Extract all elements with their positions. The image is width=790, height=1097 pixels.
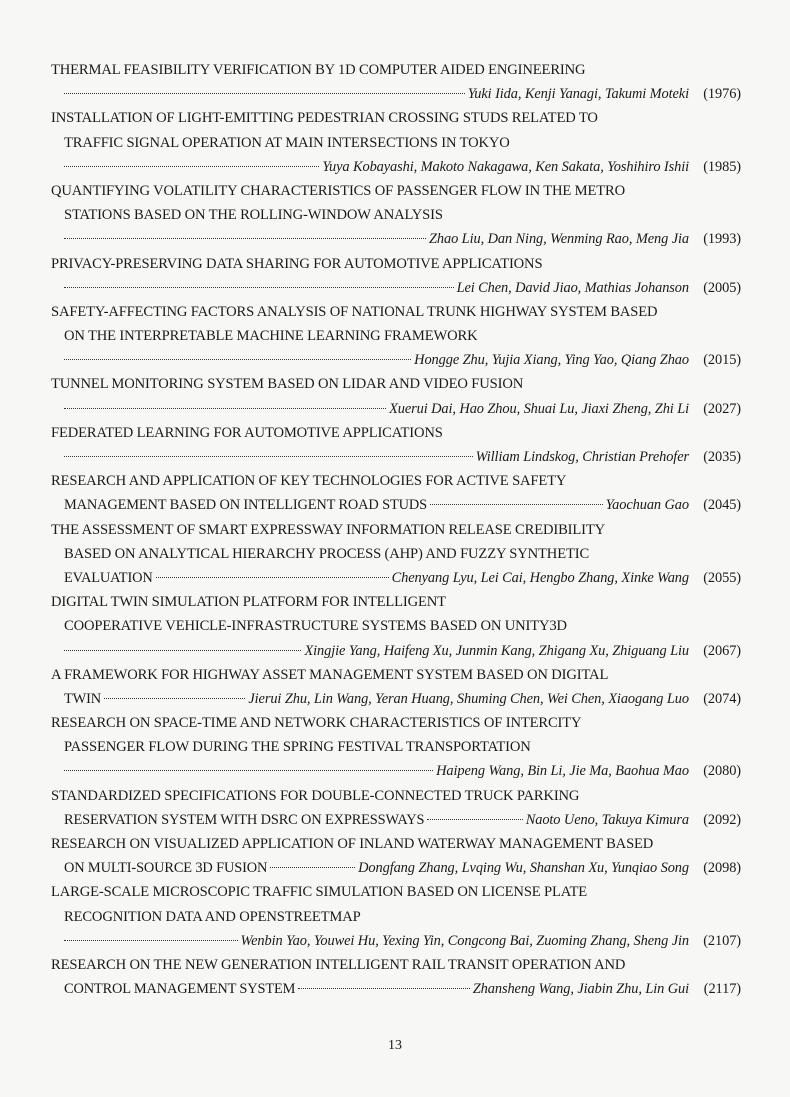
entry-authors: Hongge Zhu, Yujia Xiang, Ying Yao, Qiang Zhao <box>414 352 689 369</box>
entry-authors: Yuya Kobayashi, Makoto Nakagawa, Ken Sakata, Yoshihiro Ishii <box>322 158 689 175</box>
dot-leader <box>430 504 603 505</box>
entry-page-number[interactable]: (2067) <box>703 642 741 659</box>
entry-page-number[interactable]: (2074) <box>703 690 741 707</box>
dot-leader <box>64 359 411 360</box>
toc-entry[interactable] <box>51 832 741 880</box>
entry-title-line: RECOGNITION DATA AND OPENSTREETMAP <box>64 908 361 925</box>
toc-entry[interactable] <box>51 179 741 252</box>
toc-entry[interactable] <box>51 711 741 784</box>
toc-entry[interactable] <box>51 58 741 106</box>
entry-page-number[interactable]: (2005) <box>703 279 741 296</box>
entry-author-line <box>51 759 741 783</box>
toc-entry[interactable] <box>51 372 741 420</box>
entry-title-line: LARGE-SCALE MICROSCOPIC TRAFFIC SIMULATION BASED ON LICENSE PLATE <box>51 884 588 901</box>
entry-title-line: THERMAL FEASIBILITY VERIFICATION BY 1D COMPUTER AIDED ENGINEERING <box>51 62 586 78</box>
entry-title-line: FEDERATED LEARNING FOR AUTOMOTIVE APPLICATIONS <box>51 424 443 441</box>
entry-title-tail: TWIN <box>64 690 101 707</box>
entry-title-line: QUANTIFYING VOLATILITY CHARACTERISTICS OF PASSENGER FLOW IN THE METRO <box>51 182 625 199</box>
entry-authors: Jierui Zhu, Lin Wang, Yeran Huang, Shuming Chen, Wei Chen, Xiaogang Luo <box>248 690 689 707</box>
entry-authors: Wenbin Yao, Youwei Hu, Yexing Yin, Congcong Bai, Zuoming Zhang, Sheng Jin <box>240 932 689 949</box>
entry-author-line <box>51 155 741 179</box>
entry-authors: William Lindskog, Christian Prehofer <box>475 449 689 465</box>
entry-authors: Yuki Iida, Kenji Yanagi, Takumi Moteki <box>467 86 689 103</box>
entry-page-number[interactable]: (2092) <box>703 811 741 828</box>
entry-authors: Lei Chen, David Jiao, Mathias Johanson <box>456 279 689 296</box>
toc-entry[interactable] <box>51 880 741 953</box>
dot-leader <box>64 238 426 239</box>
entry-author-line <box>51 493 741 517</box>
entry-author-line <box>51 929 741 953</box>
entry-page-number[interactable]: (1976) <box>703 86 741 103</box>
entry-page-number[interactable]: (2055) <box>703 569 741 586</box>
entry-title-line: PRIVACY-PRESERVING DATA SHARING FOR AUTOMOTIVE APPLICATIONS <box>51 255 543 272</box>
entry-page-number[interactable]: (1985) <box>703 158 741 175</box>
dot-leader <box>427 819 522 820</box>
entry-title-line: COOPERATIVE VEHICLE-INFRASTRUCTURE SYSTEMS BASED ON UNITY3D <box>64 618 567 635</box>
table-of-contents <box>51 58 741 1001</box>
entry-title-tail: EVALUATION <box>64 569 153 586</box>
entry-authors: Naoto Ueno, Takuya Kimura <box>525 811 689 828</box>
entry-authors: Dongfang Zhang, Lvqing Wu, Shanshan Xu, Yunqiao Song <box>358 860 689 877</box>
entry-author-line <box>51 397 741 421</box>
entry-title-line: ON THE INTERPRETABLE MACHINE LEARNING FRAMEWORK <box>64 328 478 345</box>
entry-page-number[interactable]: (2027) <box>703 400 741 417</box>
entry-author-line <box>51 977 741 1001</box>
entry-author-line <box>51 227 741 251</box>
entry-authors: Xingjie Yang, Haifeng Xu, Junmin Kang, Zhigang Xu, Zhiguang Liu <box>304 642 689 659</box>
entry-authors: Xuerui Dai, Hao Zhou, Shuai Lu, Jiaxi Zheng, Zhi Li <box>389 400 689 417</box>
entry-title-line: RESEARCH ON VISUALIZED APPLICATION OF INLAND WATERWAY MANAGEMENT BASED <box>51 836 654 852</box>
entry-author-line <box>51 82 741 106</box>
entry-authors: Zhao Liu, Dan Ning, Wenming Rao, Meng Jia <box>429 231 689 248</box>
dot-leader <box>270 867 355 868</box>
entry-authors: Haipeng Wang, Bin Li, Jie Ma, Baohua Mao <box>436 763 689 780</box>
entry-page-number[interactable]: (2117) <box>703 981 741 998</box>
entry-author-line <box>51 639 741 663</box>
toc-entry[interactable] <box>51 784 741 832</box>
entry-author-line <box>51 566 741 590</box>
toc-entry[interactable] <box>51 518 741 591</box>
dot-leader <box>64 287 454 288</box>
dot-leader <box>64 770 433 771</box>
entry-page-number[interactable]: (2080) <box>703 763 741 780</box>
entry-page-number[interactable]: (2107) <box>703 932 741 949</box>
entry-title-line: RESEARCH ON THE NEW GENERATION INTELLIGENT RAIL TRANSIT OPERATION AND <box>51 956 626 973</box>
toc-entry[interactable] <box>51 469 741 517</box>
dot-leader <box>64 93 465 94</box>
entry-title-line: THE ASSESSMENT OF SMART EXPRESSWAY INFORMATION RELEASE CREDIBILITY <box>51 521 605 538</box>
entry-title-tail: CONTROL MANAGEMENT SYSTEM <box>64 981 296 998</box>
entry-title-line: TRAFFIC SIGNAL OPERATION AT MAIN INTERSECTIONS IN TOKYO <box>64 134 510 151</box>
entry-title-line: TUNNEL MONITORING SYSTEM BASED ON LIDAR AND VIDEO FUSION <box>51 376 524 393</box>
toc-entry[interactable] <box>51 421 741 469</box>
dot-leader <box>64 940 238 941</box>
entry-page-number[interactable]: (2045) <box>703 497 741 514</box>
entry-page-number[interactable]: (1993) <box>703 231 741 248</box>
entry-author-line <box>51 348 741 372</box>
toc-entry[interactable] <box>51 106 741 179</box>
page-number: 13 <box>388 1038 402 1053</box>
entry-authors: Zhansheng Wang, Jiabin Zhu, Lin Gui <box>472 981 689 998</box>
entry-title-line: DIGITAL TWIN SIMULATION PLATFORM FOR INTELLIGENT <box>51 594 446 611</box>
toc-entry[interactable] <box>51 300 741 373</box>
entry-author-line <box>51 808 741 832</box>
entry-authors: Yaochuan Gao <box>605 497 689 514</box>
dot-leader <box>104 698 245 699</box>
toc-entry[interactable] <box>51 590 741 663</box>
dot-leader <box>64 456 473 457</box>
entry-page-number[interactable]: (2098) <box>703 860 741 877</box>
entry-author-line <box>51 687 741 711</box>
entry-title-tail: ON MULTI-SOURCE 3D FUSION <box>64 860 268 877</box>
entry-author-line <box>51 276 741 300</box>
entry-title-tail: RESERVATION SYSTEM WITH DSRC ON EXPRESSWAYS <box>64 811 425 828</box>
entry-title-line: BASED ON ANALYTICAL HIERARCHY PROCESS (AHP) AND FUZZY SYNTHETIC <box>64 545 590 562</box>
entry-title-line: SAFETY-AFFECTING FACTORS ANALYSIS OF NATIONAL TRUNK HIGHWAY SYSTEM BASED <box>51 303 658 320</box>
dot-leader <box>156 577 389 578</box>
toc-entry[interactable] <box>51 252 741 300</box>
entry-title-line: RESEARCH ON SPACE-TIME AND NETWORK CHARACTERISTICS OF INTERCITY <box>51 715 582 732</box>
entry-title-line: PASSENGER FLOW DURING THE SPRING FESTIVAL TRANSPORTATION <box>64 739 531 756</box>
entry-title-line: STATIONS BASED ON THE ROLLING-WINDOW ANALYSIS <box>64 207 443 224</box>
dot-leader <box>64 408 386 409</box>
entry-title-line: INSTALLATION OF LIGHT-EMITTING PEDESTRIAN CROSSING STUDS RELATED TO <box>51 110 598 127</box>
dot-leader <box>64 650 301 651</box>
entry-title-tail: MANAGEMENT BASED ON INTELLIGENT ROAD STUDS <box>64 497 427 514</box>
entry-page-number[interactable]: (2015) <box>703 352 741 369</box>
entry-title-line: RESEARCH AND APPLICATION OF KEY TECHNOLOGIES FOR ACTIVE SAFETY <box>51 473 567 490</box>
dot-leader <box>298 988 469 989</box>
entry-authors: Chenyang Lyu, Lei Cai, Hengbo Zhang, Xinke Wang <box>391 569 689 586</box>
toc-entry[interactable] <box>51 953 741 1001</box>
dot-leader <box>64 166 319 167</box>
toc-entry[interactable] <box>51 663 741 711</box>
entry-author-line <box>51 856 741 880</box>
entry-title-line: STANDARDIZED SPECIFICATIONS FOR DOUBLE-CONNECTED TRUCK PARKING <box>51 787 580 804</box>
entry-author-line <box>51 445 741 469</box>
entry-page-number[interactable]: (2035) <box>703 449 741 465</box>
entry-title-line: A FRAMEWORK FOR HIGHWAY ASSET MANAGEMENT SYSTEM BASED ON DIGITAL <box>51 666 609 683</box>
